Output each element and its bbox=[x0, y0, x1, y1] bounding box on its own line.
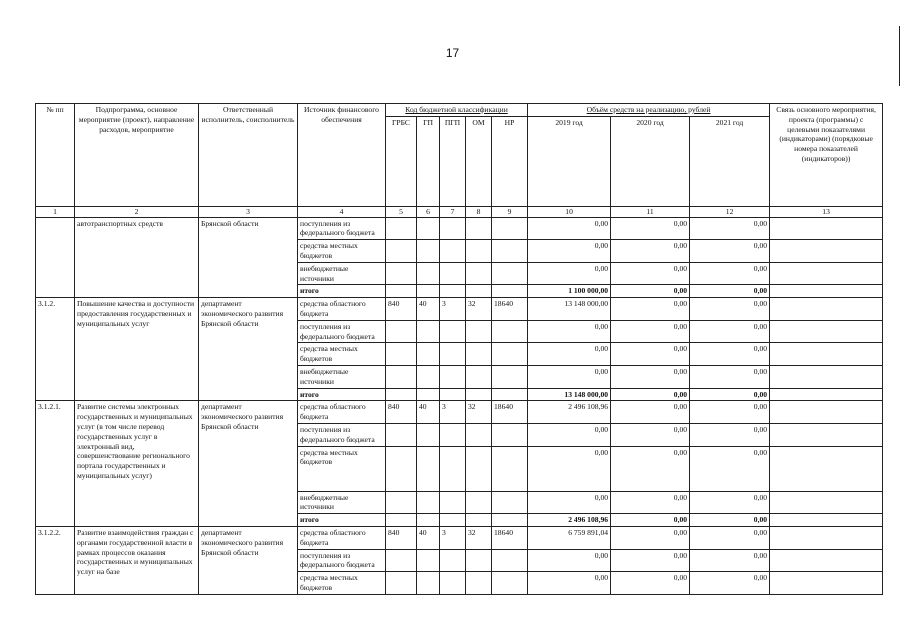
budget-code bbox=[440, 217, 466, 240]
header-budget-code-group: Код бюджетной классификации bbox=[386, 104, 528, 117]
header-code-om: ОМ bbox=[466, 116, 492, 206]
funding-source: поступления из федерального бюджета bbox=[298, 217, 386, 240]
item-name: Развитие системы электронных государственных и муниципальных услуг (в том числе перевод государственных услуг в электронный вид, совершенствование регионального портала государственных и муниципальных услуг) bbox=[75, 401, 199, 527]
budget-code bbox=[466, 446, 492, 491]
budget-code bbox=[386, 491, 417, 514]
budget-code: 3 bbox=[440, 401, 466, 424]
amount-2021: 0,00 bbox=[690, 343, 770, 366]
budget-code bbox=[466, 217, 492, 240]
funding-source: внебюджетные источники bbox=[298, 491, 386, 514]
item-executor: департамент экономического развития Брянской области bbox=[199, 298, 298, 401]
column-number: 11 bbox=[611, 206, 690, 217]
budget-code bbox=[466, 285, 492, 298]
budget-code bbox=[466, 491, 492, 514]
budget-code: 3 bbox=[440, 298, 466, 321]
budget-code: 840 bbox=[386, 298, 417, 321]
amount-2021: 0,00 bbox=[690, 298, 770, 321]
budget-code bbox=[440, 320, 466, 343]
indicators-cell bbox=[770, 388, 883, 401]
column-number: 6 bbox=[417, 206, 440, 217]
budget-code bbox=[386, 572, 417, 595]
budget-code bbox=[417, 388, 440, 401]
amount-2020: 0,00 bbox=[611, 549, 690, 572]
funding-source: средства областного бюджета bbox=[298, 526, 386, 549]
indicators-cell bbox=[770, 343, 883, 366]
budget-code bbox=[492, 514, 528, 527]
funding-source: поступления из федерального бюджета bbox=[298, 423, 386, 446]
amount-2021: 0,00 bbox=[690, 423, 770, 446]
table-body bbox=[36, 217, 883, 594]
amount-2019: 13 148 000,00 bbox=[528, 298, 611, 321]
budget-code: 40 bbox=[417, 401, 440, 424]
budget-table bbox=[35, 103, 883, 595]
header-number: № пп bbox=[36, 104, 75, 207]
amount-2019: 0,00 bbox=[528, 262, 611, 285]
budget-code bbox=[417, 365, 440, 388]
budget-code bbox=[440, 262, 466, 285]
budget-code bbox=[466, 514, 492, 527]
budget-code: 40 bbox=[417, 298, 440, 321]
column-number: 8 bbox=[466, 206, 492, 217]
header-code-nr: НР bbox=[492, 116, 528, 206]
item-name: Повышение качества и доступности предоставления государственных и муниципальных услуг bbox=[75, 298, 199, 401]
budget-code bbox=[417, 320, 440, 343]
indicators-cell bbox=[770, 572, 883, 595]
budget-code: 3 bbox=[440, 526, 466, 549]
budget-code bbox=[440, 343, 466, 366]
budget-code bbox=[386, 446, 417, 491]
budget-code bbox=[492, 365, 528, 388]
header-code-pgp: ПГП bbox=[440, 116, 466, 206]
amount-2019: 0,00 bbox=[528, 572, 611, 595]
column-number: 3 bbox=[199, 206, 298, 217]
budget-code bbox=[492, 285, 528, 298]
budget-code: 18640 bbox=[492, 526, 528, 549]
header-year-2019: 2019 год bbox=[528, 116, 611, 206]
amount-2019: 2 496 108,96 bbox=[528, 401, 611, 424]
budget-code bbox=[466, 262, 492, 285]
header-year-2021: 2021 год bbox=[690, 116, 770, 206]
amount-2021: 0,00 bbox=[690, 365, 770, 388]
header-year-2020: 2020 год bbox=[611, 116, 690, 206]
funding-source: средства местных бюджетов bbox=[298, 446, 386, 491]
amount-2020: 0,00 bbox=[611, 240, 690, 263]
indicators-cell bbox=[770, 446, 883, 491]
item-name: Развитие взаимодействия граждан с органами государственной власти в рамках процессов оказания государственных и муниципальных услуг на базе bbox=[75, 526, 199, 594]
amount-2019: 0,00 bbox=[528, 343, 611, 366]
budget-code bbox=[440, 549, 466, 572]
amount-2021: 0,00 bbox=[690, 240, 770, 263]
budget-code: 18640 bbox=[492, 298, 528, 321]
item-number: 3.1.2.2. bbox=[36, 526, 75, 594]
funding-source: итого bbox=[298, 388, 386, 401]
budget-code: 32 bbox=[466, 401, 492, 424]
budget-code bbox=[386, 388, 417, 401]
table-row bbox=[36, 526, 883, 549]
indicators-cell bbox=[770, 285, 883, 298]
amount-2021: 0,00 bbox=[690, 401, 770, 424]
indicators-cell bbox=[770, 298, 883, 321]
budget-code bbox=[466, 423, 492, 446]
budget-code bbox=[440, 491, 466, 514]
amount-2019: 2 496 108,96 bbox=[528, 514, 611, 527]
indicators-cell bbox=[770, 320, 883, 343]
page-edge-line bbox=[899, 26, 900, 86]
column-number: 10 bbox=[528, 206, 611, 217]
amount-2021: 0,00 bbox=[690, 320, 770, 343]
indicators-cell bbox=[770, 217, 883, 240]
funding-source: средства областного бюджета bbox=[298, 298, 386, 321]
funding-source: внебюджетные источники bbox=[298, 262, 386, 285]
item-executor: департамент экономического развития Брянской области bbox=[199, 401, 298, 527]
indicators-cell bbox=[770, 365, 883, 388]
table-header bbox=[36, 104, 883, 218]
budget-code bbox=[466, 320, 492, 343]
amount-2020: 0,00 bbox=[611, 365, 690, 388]
amount-2021: 0,00 bbox=[690, 572, 770, 595]
indicators-cell bbox=[770, 549, 883, 572]
amount-2020: 0,00 bbox=[611, 572, 690, 595]
amount-2019: 0,00 bbox=[528, 320, 611, 343]
amount-2021: 0,00 bbox=[690, 446, 770, 491]
table-row bbox=[36, 217, 883, 240]
budget-code bbox=[492, 572, 528, 595]
column-numbers-row bbox=[36, 206, 883, 217]
amount-2021: 0,00 bbox=[690, 526, 770, 549]
budget-code bbox=[417, 446, 440, 491]
amount-2020: 0,00 bbox=[611, 514, 690, 527]
funding-source: средства местных бюджетов bbox=[298, 343, 386, 366]
budget-code bbox=[417, 549, 440, 572]
amount-2021: 0,00 bbox=[690, 262, 770, 285]
amount-2021: 0,00 bbox=[690, 388, 770, 401]
amount-2020: 0,00 bbox=[611, 526, 690, 549]
amount-2019: 0,00 bbox=[528, 549, 611, 572]
amount-2020: 0,00 bbox=[611, 262, 690, 285]
amount-2020: 0,00 bbox=[611, 423, 690, 446]
item-name: автотранспортных средств bbox=[75, 217, 199, 298]
budget-code bbox=[492, 240, 528, 263]
header-amount-group: Объём средств на реализацию, рублей bbox=[528, 104, 770, 117]
budget-code bbox=[440, 572, 466, 595]
budget-code bbox=[492, 423, 528, 446]
item-executor: департамент экономического развития Брянской области bbox=[199, 526, 298, 594]
budget-code bbox=[417, 240, 440, 263]
column-number: 9 bbox=[492, 206, 528, 217]
amount-2019: 1 100 000,00 bbox=[528, 285, 611, 298]
header-code-grbs: ГРБС bbox=[386, 116, 417, 206]
budget-code bbox=[417, 262, 440, 285]
amount-2020: 0,00 bbox=[611, 217, 690, 240]
budget-code bbox=[386, 285, 417, 298]
amount-2020: 0,00 bbox=[611, 401, 690, 424]
funding-source: поступления из федерального бюджета bbox=[298, 549, 386, 572]
item-executor: Брянской области bbox=[199, 217, 298, 298]
budget-code bbox=[492, 549, 528, 572]
amount-2021: 0,00 bbox=[690, 549, 770, 572]
amount-2019: 0,00 bbox=[528, 423, 611, 446]
funding-source: поступления из федерального бюджета bbox=[298, 320, 386, 343]
budget-code bbox=[417, 514, 440, 527]
indicators-cell bbox=[770, 423, 883, 446]
budget-code bbox=[386, 365, 417, 388]
column-number: 7 bbox=[440, 206, 466, 217]
funding-source: внебюджетные источники bbox=[298, 365, 386, 388]
budget-code bbox=[466, 343, 492, 366]
budget-code bbox=[440, 240, 466, 263]
amount-2020: 0,00 bbox=[611, 491, 690, 514]
budget-code bbox=[492, 446, 528, 491]
page-number: 17 bbox=[445, 46, 460, 60]
budget-code bbox=[440, 446, 466, 491]
amount-2020: 0,00 bbox=[611, 285, 690, 298]
column-number: 2 bbox=[75, 206, 199, 217]
amount-2019: 0,00 bbox=[528, 491, 611, 514]
amount-2019: 0,00 bbox=[528, 365, 611, 388]
header-code-gp: ГП bbox=[417, 116, 440, 206]
amount-2019: 0,00 bbox=[528, 446, 611, 491]
budget-code bbox=[417, 423, 440, 446]
funding-source: итого bbox=[298, 285, 386, 298]
budget-code bbox=[466, 240, 492, 263]
amount-2019: 6 759 891,04 bbox=[528, 526, 611, 549]
amount-2020: 0,00 bbox=[611, 446, 690, 491]
amount-2019: 0,00 bbox=[528, 217, 611, 240]
budget-code bbox=[417, 285, 440, 298]
budget-code bbox=[492, 388, 528, 401]
amount-2020: 0,00 bbox=[611, 343, 690, 366]
funding-source: итого bbox=[298, 514, 386, 527]
budget-code bbox=[466, 365, 492, 388]
column-number: 5 bbox=[386, 206, 417, 217]
indicators-cell bbox=[770, 491, 883, 514]
budget-code bbox=[440, 514, 466, 527]
budget-code bbox=[440, 365, 466, 388]
amount-2020: 0,00 bbox=[611, 388, 690, 401]
funding-source: средства местных бюджетов bbox=[298, 240, 386, 263]
budget-code bbox=[417, 491, 440, 514]
budget-code bbox=[417, 572, 440, 595]
budget-code bbox=[386, 514, 417, 527]
budget-code bbox=[386, 240, 417, 263]
column-number: 13 bbox=[770, 206, 883, 217]
budget-code bbox=[440, 388, 466, 401]
budget-code: 32 bbox=[466, 526, 492, 549]
column-number: 4 bbox=[298, 206, 386, 217]
budget-code bbox=[466, 572, 492, 595]
amount-2021: 0,00 bbox=[690, 285, 770, 298]
budget-code bbox=[440, 423, 466, 446]
item-number: 3.1.2. bbox=[36, 298, 75, 401]
budget-code bbox=[492, 491, 528, 514]
budget-code bbox=[492, 262, 528, 285]
budget-code: 18640 bbox=[492, 401, 528, 424]
indicators-cell bbox=[770, 401, 883, 424]
budget-code bbox=[386, 423, 417, 446]
header-indicators: Связь основного мероприятия, проекта (программы) с целевыми показателями (индикаторами) (порядковые номера показателей (индикаторов)) bbox=[770, 104, 883, 207]
amount-2021: 0,00 bbox=[690, 217, 770, 240]
budget-code bbox=[386, 217, 417, 240]
budget-code bbox=[492, 320, 528, 343]
column-number: 1 bbox=[36, 206, 75, 217]
budget-code: 32 bbox=[466, 298, 492, 321]
budget-code: 40 bbox=[417, 526, 440, 549]
budget-code bbox=[440, 285, 466, 298]
column-number: 12 bbox=[690, 206, 770, 217]
item-number bbox=[36, 217, 75, 298]
indicators-cell bbox=[770, 262, 883, 285]
indicators-cell bbox=[770, 240, 883, 263]
budget-code: 840 bbox=[386, 526, 417, 549]
budget-code bbox=[466, 388, 492, 401]
header-source: Источник финансового обеспечения bbox=[298, 104, 386, 207]
budget-code bbox=[417, 217, 440, 240]
header-program: Подпрограмма, основное мероприятие (проект), направление расходов, мероприятие bbox=[75, 104, 199, 207]
amount-2020: 0,00 bbox=[611, 298, 690, 321]
table-row bbox=[36, 298, 883, 321]
budget-code bbox=[417, 343, 440, 366]
budget-code bbox=[386, 320, 417, 343]
budget-code bbox=[386, 262, 417, 285]
budget-code: 840 bbox=[386, 401, 417, 424]
amount-2019: 0,00 bbox=[528, 240, 611, 263]
funding-source: средства областного бюджета bbox=[298, 401, 386, 424]
budget-code bbox=[466, 549, 492, 572]
amount-2021: 0,00 bbox=[690, 514, 770, 527]
table-row bbox=[36, 401, 883, 424]
indicators-cell bbox=[770, 526, 883, 549]
funding-source: средства местных бюджетов bbox=[298, 572, 386, 595]
indicators-cell bbox=[770, 514, 883, 527]
item-number: 3.1.2.1. bbox=[36, 401, 75, 527]
header-executor: Ответственный исполнитель, соисполнитель bbox=[199, 104, 298, 207]
amount-2019: 13 148 000,00 bbox=[528, 388, 611, 401]
budget-code bbox=[492, 343, 528, 366]
budget-code bbox=[386, 343, 417, 366]
budget-code bbox=[386, 549, 417, 572]
budget-code bbox=[492, 217, 528, 240]
amount-2021: 0,00 bbox=[690, 491, 770, 514]
amount-2020: 0,00 bbox=[611, 320, 690, 343]
